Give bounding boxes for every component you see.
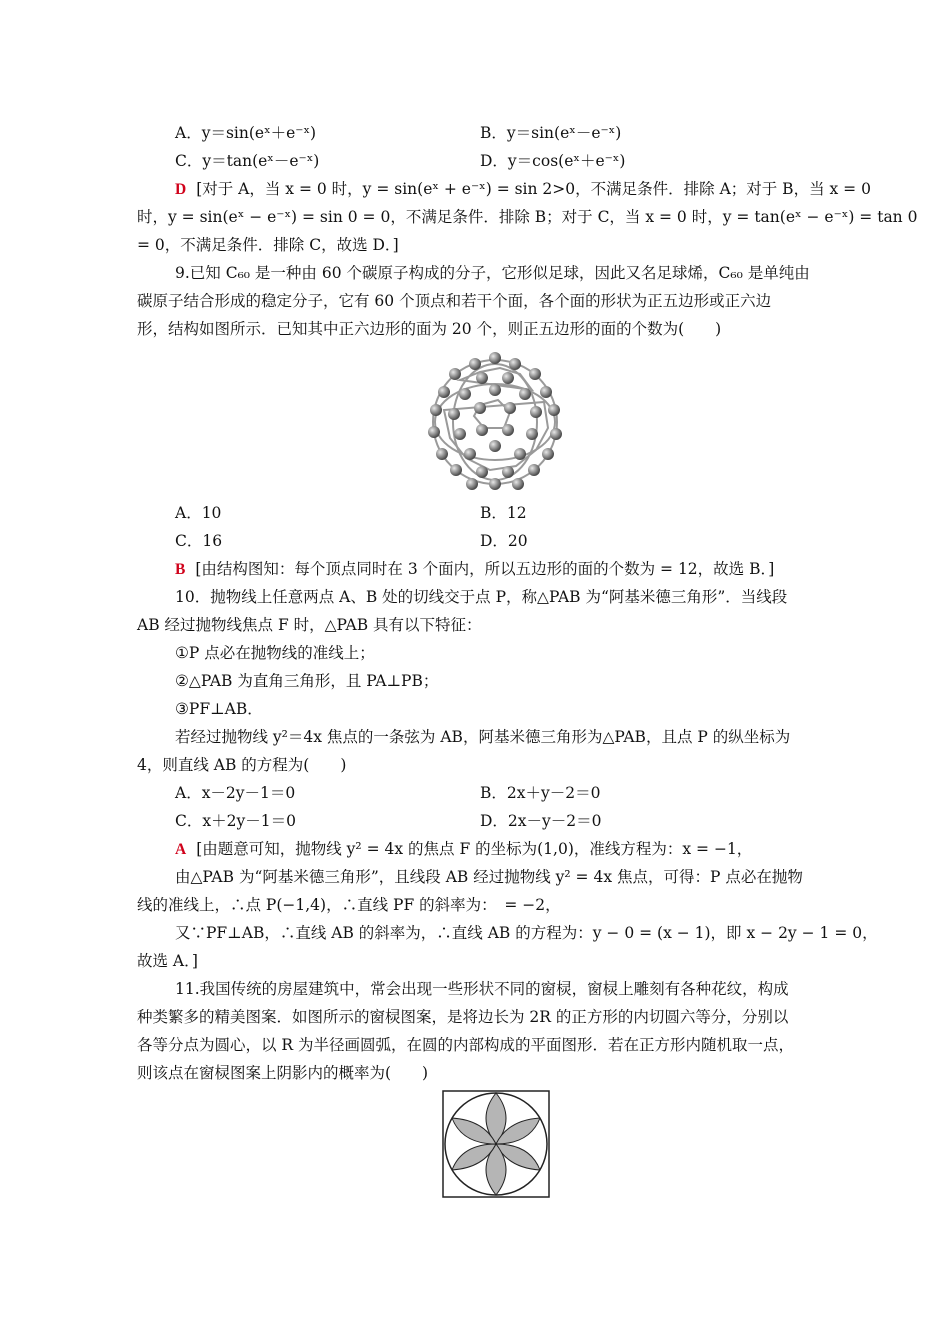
q10-condition-line-2: 4，则直线 AB 的方程为( ) (137, 756, 347, 774)
q10-feature-2: ②△PAB 为直角三角形，且 PA⊥PB； (175, 672, 439, 690)
q9-explanation (175, 559, 774, 580)
q10-option-c: C．x＋2y－1＝0 (175, 812, 296, 830)
q9-answer: B (175, 561, 186, 578)
q8-answer: D (175, 181, 187, 198)
q10-stem-line-2: AB 经过抛物线焦点 F 时，△PAB 具有以下特征： (137, 616, 482, 634)
q8-option-d: D．y＝cos(eˣ＋e⁻ˣ) (480, 152, 626, 170)
q9-option-c: C．16 (175, 532, 223, 550)
window-lattice-flower-icon (442, 1090, 550, 1198)
q10-explanation-line-5: 故选 A．] (137, 952, 198, 970)
q9-stem-line-1: 9.已知 C₆₀ 是一种由 60 个碳原子构成的分子，它形似足球，因此又名足球烯，C₆₀ 是单纯由 (175, 264, 810, 282)
q11-stem-line-3: 各等分点为圆心，以 R 为半径画圆弧，在圆的内部构成的平面图形．若在正方形内随机取一点， (137, 1036, 795, 1054)
q10-feature-3: ③PF⊥AB． (175, 700, 263, 718)
q8-explanation-line-2: 时，y = sin(eˣ − e⁻ˣ) = sin 0 = 0，不满足条件．排除 B；对于 C，当 x = 0 时，y = tan(eˣ − e⁻ˣ) = tan 0 (137, 208, 918, 226)
q9-option-b: B．12 (480, 504, 527, 522)
q11-stem-line-4: 则该点在窗棂图案上阴影内的概率为( ) (137, 1064, 429, 1082)
q10-explanation-line-1 (175, 839, 752, 860)
q10-explanation-line-4: 又∵PF⊥AB，∴直线 AB 的斜率为，∴直线 AB 的方程为：y − 0 = (x − 1)，即 x − 2y − 1 = 0， (175, 924, 878, 942)
q10-answer: A (175, 841, 187, 858)
q10-stem-line-1: 10．抛物线上任意两点 A、B 处的切线交于点 P，称△PAB 为“阿基米德三角形”．当线段 (175, 588, 788, 606)
q8-option-a: A．y＝sin(eˣ＋e⁻ˣ) (175, 124, 317, 142)
q10-explanation-line-2: 由△PAB 为“阿基米德三角形”，且线段 AB 经过抛物线 y² = 4x 焦点，可得：P 点必在抛物 (175, 868, 803, 886)
q11-stem-line-2: 种类繁多的精美图案．如图所示的窗棂图案，是将边长为 2R 的正方形的内切圆六等分，分别以 (137, 1008, 789, 1026)
q10-feature-1: ①P 点必在抛物线的准线上； (175, 644, 375, 662)
q9-explain-text: [由结构图知：每个顶点同时在 3 个面内，所以五边形的面的个数为 = 12，故选 B．] (195, 560, 775, 578)
q9-stem-line-2: 碳原子结合形成的稳定分子，它有 60 个顶点和若干个面，各个面的形状为正五边形或正六边 (137, 292, 772, 310)
q10-option-d: D．2x－y－2＝0 (480, 812, 602, 830)
q9-stem-line-3: 形，结构如图所示．已知其中正六边形的面为 20 个，则正五边形的面的个数为( ) (137, 320, 722, 338)
fullerene-molecule-icon (420, 350, 570, 495)
q8-option-b: B．y＝sin(eˣ－e⁻ˣ) (480, 124, 622, 142)
q8-explanation-line-1 (175, 179, 871, 200)
q11-stem-line-1: 11.我国传统的房屋建筑中，常会出现一些形状不同的窗棂，窗棂上雕刻有各种花纹，构成 (175, 980, 789, 998)
q9-option-d: D．20 (480, 532, 528, 550)
q10-option-a: A．x－2y－1＝0 (175, 784, 296, 802)
q9-option-a: A．10 (175, 504, 222, 522)
q10-explanation-line-3: 线的准线上，∴点 P(−1,4)，∴直线 PF 的斜率为： = −2， (137, 896, 561, 914)
q10-option-b: B．2x＋y－2＝0 (480, 784, 601, 802)
q10-explain-text: [由题意可知，抛物线 y² = 4x 的焦点 F 的坐标为(1,0)，准线方程为：x = −1， (196, 840, 753, 858)
q8-option-c: C．y＝tan(eˣ－e⁻ˣ) (175, 152, 320, 170)
q10-condition-line-1: 若经过抛物线 y²＝4x 焦点的一条弦为 AB，阿基米德三角形为△PAB，且点 P 的纵坐标为 (175, 728, 791, 746)
q8-explain-text: [对于 A，当 x = 0 时，y = sin(eˣ + e⁻ˣ) = sin 2>0，不满足条件．排除 A；对于 B，当 x = 0 (196, 180, 871, 198)
q8-explanation-line-3: = 0，不满足条件．排除 C，故选 D．] (137, 236, 399, 254)
